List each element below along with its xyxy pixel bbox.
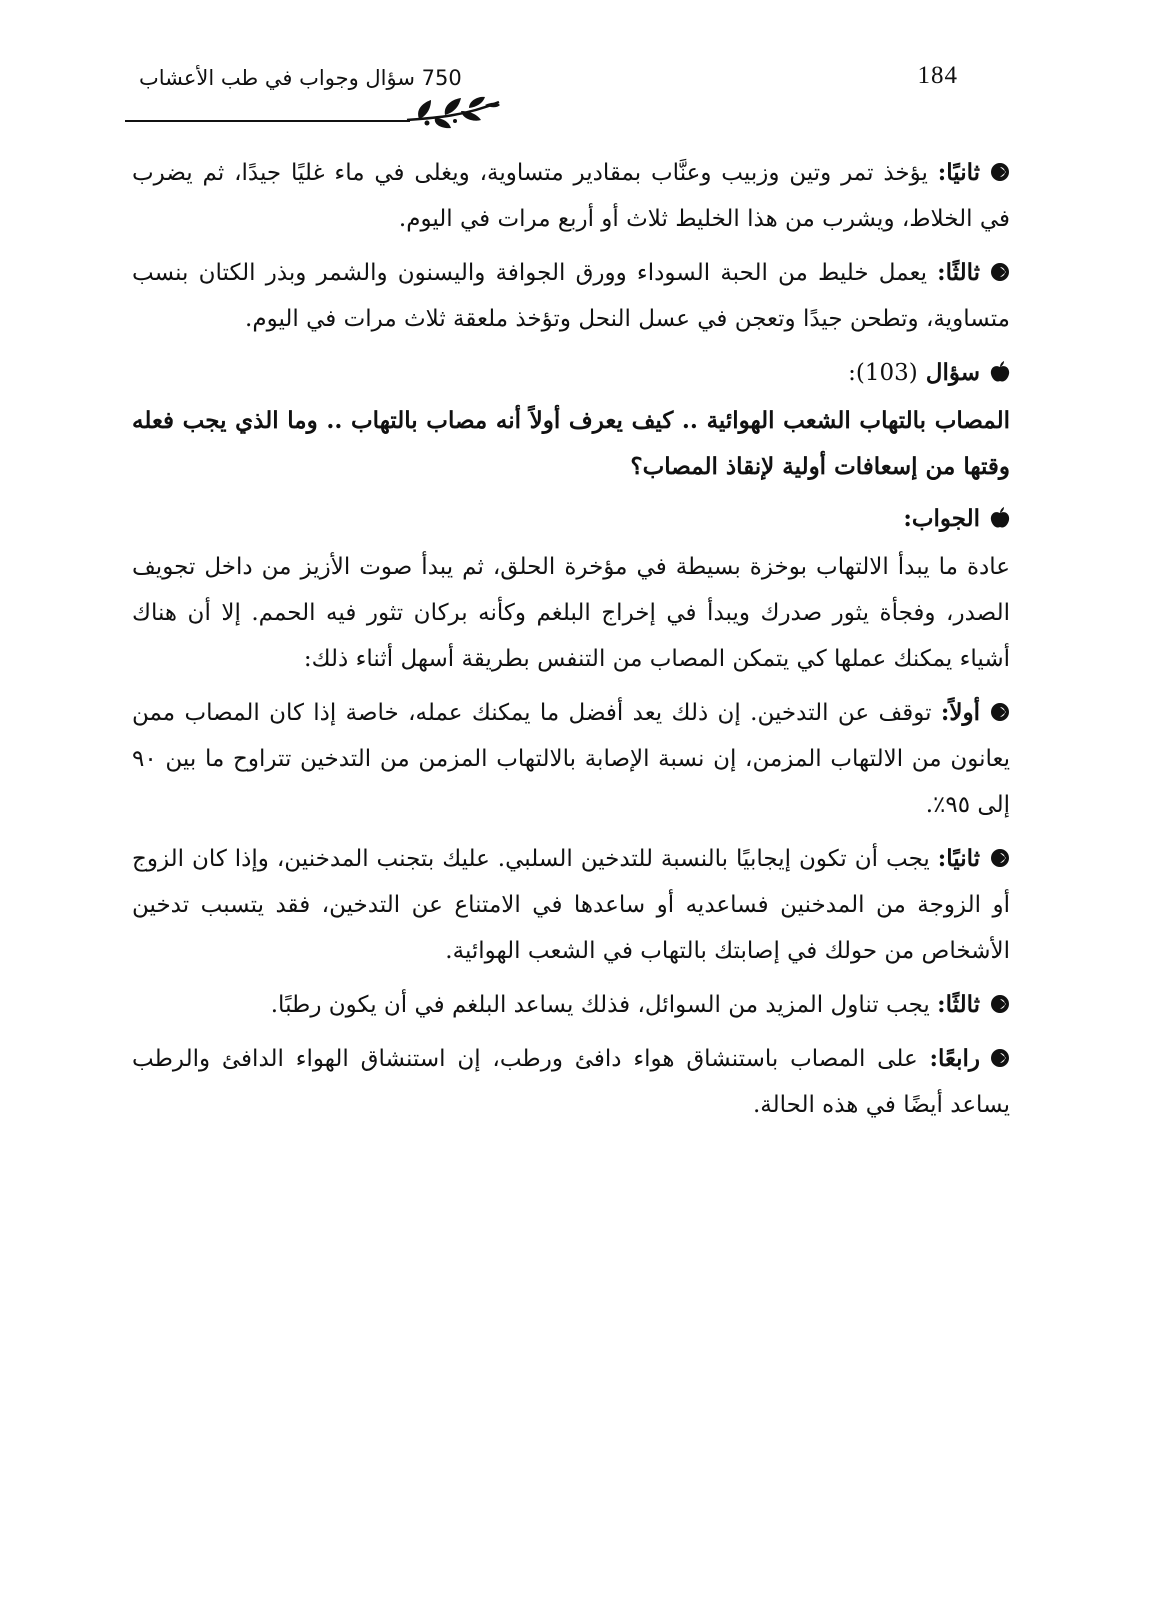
crescent-bullet-icon bbox=[990, 702, 1010, 722]
question-number: (103): bbox=[848, 360, 918, 386]
crescent-bullet-icon bbox=[990, 1048, 1010, 1068]
page-body bbox=[132, 150, 1010, 1136]
page-number: 184 bbox=[917, 62, 958, 89]
item-lead: ثالثًا: bbox=[937, 259, 980, 286]
leaf-branch-icon bbox=[405, 96, 501, 130]
paragraph-third-remedy bbox=[132, 250, 1010, 342]
item-lead: ثانيًا: bbox=[937, 845, 980, 872]
apple-icon bbox=[990, 361, 1010, 383]
item-lead: ثانيًا: bbox=[937, 159, 980, 186]
item-lead: أولاً: bbox=[940, 699, 980, 726]
answer-point-second bbox=[132, 836, 1010, 974]
paragraph-second-remedy bbox=[132, 150, 1010, 242]
answer-point-first bbox=[132, 690, 1010, 828]
apple-icon bbox=[990, 507, 1010, 529]
crescent-bullet-icon bbox=[990, 848, 1010, 868]
question-label: سؤال bbox=[925, 359, 980, 386]
item-text: يجب أن تكون إيجابيًا بالنسبة للتدخين السلبي. عليك بتجنب المدخنين، وإذا كان الزوج أو الزوجة من المدخنين فساعديه أو ساعدها في الامتناع عن التدخين، فقد يتسبب تدخين الأشخاص من حولك في إصابتك بالتهاب في الشعب الهوائية. bbox=[132, 846, 1010, 964]
page-header bbox=[125, 62, 1010, 132]
item-lead: رابعًا: bbox=[929, 1045, 980, 1072]
crescent-bullet-icon bbox=[990, 994, 1010, 1014]
running-title: 750 سؤال وجواب في طب الأعشاب bbox=[139, 66, 462, 90]
answer-heading bbox=[132, 496, 1010, 542]
item-text: على المصاب باستنشاق هواء دافئ ورطب، إن استنشاق الهواء الدافئ والرطب يساعد أيضًا في هذه الحالة. bbox=[132, 1046, 1010, 1118]
item-text: يعمل خليط من الحبة السوداء وورق الجوافة واليسنون والشمر وبذر الكتان بنسب متساوية، وتطحن جيدًا وتعجن في عسل النحل وتؤخذ ملعقة ثلاث مرات في اليوم. bbox=[132, 260, 1010, 332]
item-lead: ثالثًا: bbox=[937, 991, 980, 1018]
answer-intro: عادة ما يبدأ الالتهاب بوخزة بسيطة في مؤخرة الحلق، ثم يبدأ صوت الأزيز من داخل تجويف الصدر، وفجأة يثور صدرك ويبدأ في إخراج البلغم وكأنه بركان تثور فيه الحمم. إلا أن هناك أشياء يمكنك عملها كي يتمكن المصاب من التنفس بطريقة أسهل أثناء ذلك: bbox=[132, 554, 1010, 672]
answer-point-third bbox=[132, 982, 1010, 1028]
answer-point-fourth bbox=[132, 1036, 1010, 1128]
item-text: يؤخذ تمر وتين وزبيب وعنَّاب بمقادير متساوية، ويغلى في ماء غليًا جيدًا، ثم يضرب في الخلاط، ويشرب من هذا الخليط ثلاث أو أربع مرات في اليوم. bbox=[132, 160, 1010, 232]
header-rule bbox=[125, 120, 410, 122]
crescent-bullet-icon bbox=[990, 162, 1010, 182]
question-text: المصاب بالتهاب الشعب الهوائية .. كيف يعرف أولاً أنه مصاب بالتهاب .. وما الذي يجب فعله وقتها من إسعافات أولية لإنقاذ المصاب؟ bbox=[132, 407, 1010, 480]
crescent-bullet-icon bbox=[990, 262, 1010, 282]
item-text: يجب تناول المزيد من السوائل، فذلك يساعد البلغم في أن يكون رطبًا. bbox=[270, 992, 938, 1018]
question-heading bbox=[132, 350, 1010, 396]
answer-label: الجواب: bbox=[903, 505, 980, 532]
item-text: توقف عن التدخين. إن ذلك يعد أفضل ما يمكنك عمله، خاصة إذا كان المصاب ممن يعانون من الالتهاب المزمن، إن نسبة الإصابة بالالتهاب المزمن من التدخين تتراوح ما بين ٩٠ إلى ٩٥٪. bbox=[132, 700, 1010, 818]
